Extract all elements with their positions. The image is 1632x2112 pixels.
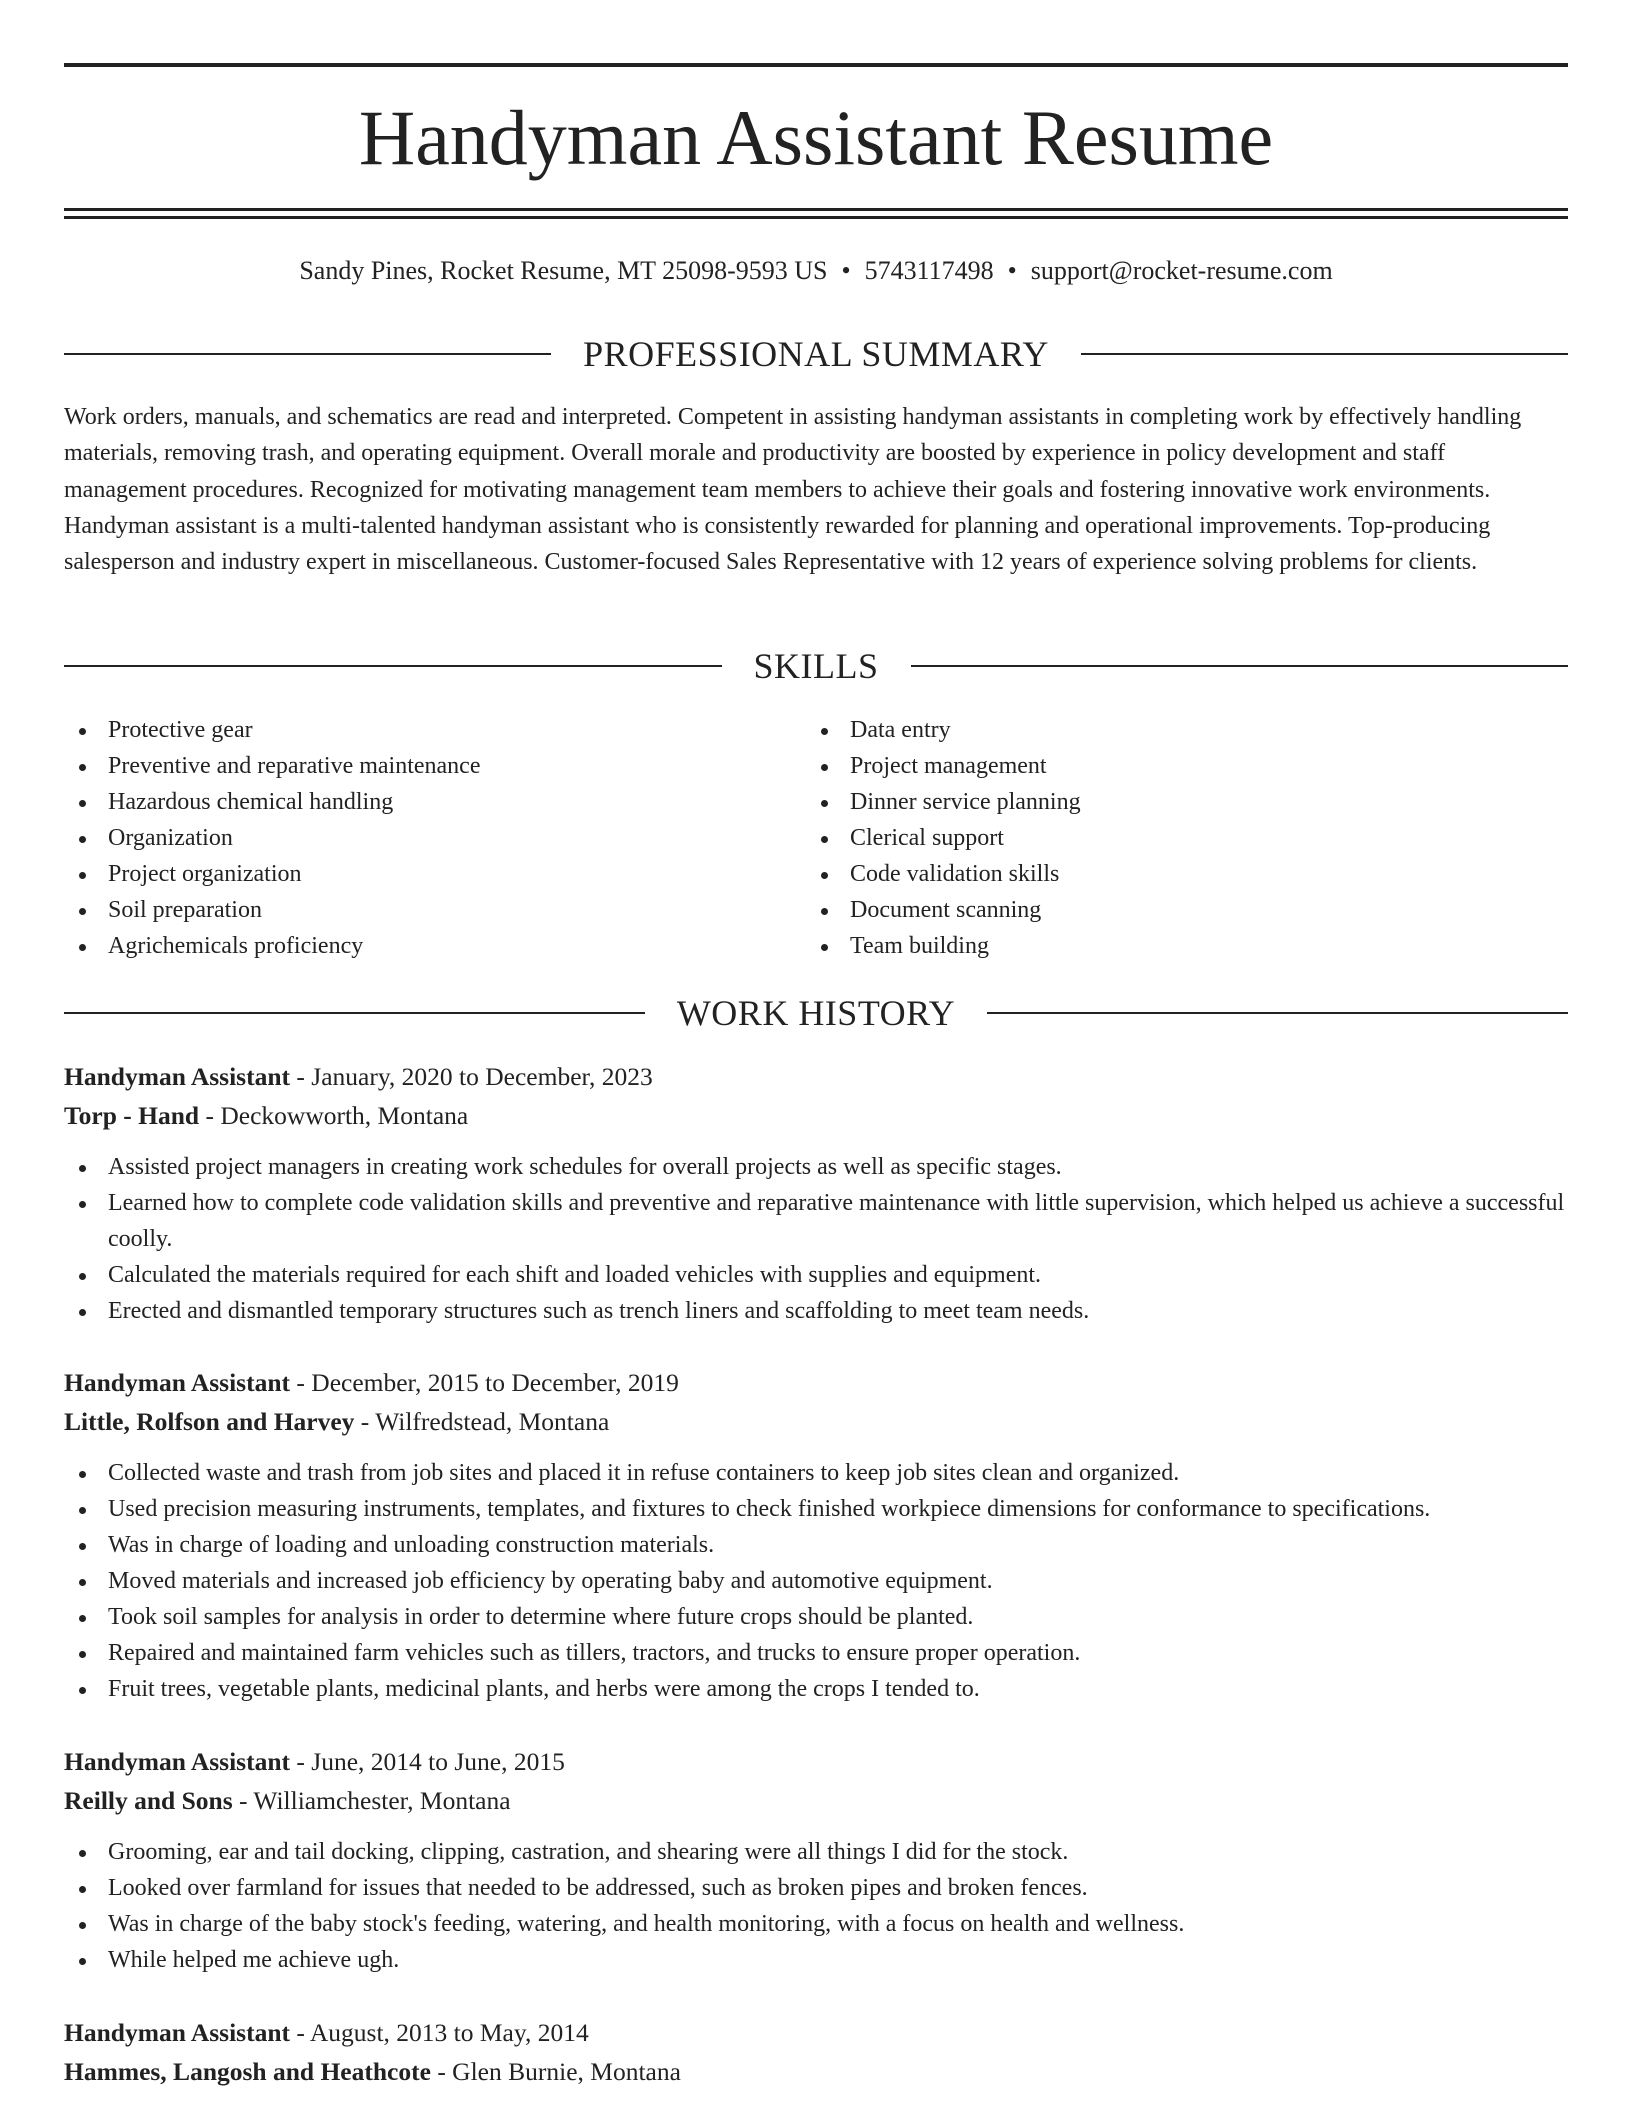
job-location: - Wilfredstead, Montana [354,1406,610,1436]
summary-heading-label: PROFESSIONAL SUMMARY [583,334,1049,374]
skills-heading [64,644,1568,688]
skill-item: Hazardous chemical handling [64,784,806,820]
skill-item: Preventive and reparative maintenance [64,748,806,784]
summary-text: Work orders, manuals, and schematics are read and interpreted. Competent in assisting handyman assistants in completing work by effectively handling materials, removing trash, and operating equipment. Overall morale and productivity are boosted by experience in policy development and staff management procedures. Recognized for motivating management team members to achieve their goals and fostering innovative work environments. Handyman assistant is a multi-talented handyman assistant who is consistently rewarded for planning and operational improvements. Top-producing salesperson and industry expert in miscellaneous. Customer-focused Sales Representative with 12 years of experience solving problems for clients. [64,404,1522,576]
contact-email: support@rocket-resume.com [1030,256,1333,285]
skill-item: Code validation skills [806,856,1548,892]
job-bullet: Took soil samples for analysis in order to determine where future crops should be planted. [64,1599,1568,1635]
job-bullet: Moved materials and increased job efficiency by operating baby and automotive equipment. [64,1563,1568,1599]
skill-item: Organization [64,820,806,856]
skills-list [64,712,1568,964]
job-entry [64,1743,1568,1978]
job-company: Hammes, Langosh and Heathcote [64,2056,431,2086]
job-title-line [64,1743,1568,1782]
skill-item: Data entry [806,712,1548,748]
contact-line [64,254,1568,288]
skill-item: Project management [806,748,1548,784]
contact-separator: • [1007,256,1017,285]
job-bullet: Was in charge of the baby stock's feeding, watering, and health monitoring, with a focus on health and wellness. [64,1906,1568,1942]
skill-item: Clerical support [806,820,1548,856]
job-title: Handyman Assistant [64,1747,291,1776]
job-entry [64,1058,1568,1329]
job-bullet: Repaired and maintained farm vehicles such as tillers, tractors, and trucks to ensure proper operation. [64,1635,1568,1671]
heading-rule-left [64,665,722,667]
job-company: Reilly and Sons [64,1785,233,1815]
skills-column-left [64,712,806,964]
job-bullet: While helped me achieve ugh. [64,1942,1568,1978]
heading-rule-left [64,353,551,355]
job-company-line [64,1097,1568,1136]
skills-heading-label: SKILLS [753,646,879,686]
job-bullet: Erected and dismantled temporary structures such as trench liners and scaffolding to meet team needs. [64,1293,1568,1329]
job-bullet: Learned how to complete code validation skills and preventive and reparative maintenance with little supervision, which helped us achieve a successful coolly. [64,1185,1568,1257]
skill-item: Project organization [64,856,806,892]
job-title-line [64,1364,1568,1403]
skill-item: Soil preparation [64,892,806,928]
job-company: Little, Rolfson and Harvey [64,1406,355,1436]
work-history-heading [64,991,1568,1035]
contact-address: Sandy Pines, Rocket Resume, MT 25098-9593 US [299,256,828,285]
job-bullet: Collected waste and trash from job sites and placed it in refuse containers to keep job sites clean and organized. [64,1455,1568,1491]
job-dates: - August, 2013 to May, 2014 [290,2018,589,2047]
job-location: - Glen Burnie, Montana [430,2056,681,2086]
job-bullets [64,1455,1568,1707]
job-entry [64,2014,1568,2091]
job-company-line [64,1403,1568,1442]
resume-title: Handyman Assistant Resume [358,94,1274,181]
job-dates: - December, 2015 to December, 2019 [290,1368,679,1397]
heading-rule-left [64,1012,645,1014]
job-location: - Williamchester, Montana [232,1785,511,1815]
job-dates: - June, 2014 to June, 2015 [290,1747,565,1776]
job-company-line [64,1782,1568,1821]
job-bullet: Fruit trees, vegetable plants, medicinal plants, and herbs were among the crops I tended to. [64,1671,1568,1707]
heading-rule-right [911,665,1569,667]
heading-rule-right [987,1012,1568,1014]
job-bullet: Looked over farmland for issues that needed to be addressed, such as broken pipes and broken fences. [64,1870,1568,1906]
top-rule [64,63,1568,67]
skill-item: Protective gear [64,712,806,748]
job-title: Handyman Assistant [64,1062,291,1091]
contact-separator: • [841,256,851,285]
job-entry [64,1364,1568,1707]
heading-rule-right [1081,353,1568,355]
job-location: - Deckowworth, Montana [199,1100,469,1130]
job-company-line [64,2053,1568,2092]
job-bullets [64,1834,1568,1978]
job-company: Torp - Hand [64,1100,200,1130]
skills-column-right [806,712,1548,964]
skill-item: Document scanning [806,892,1548,928]
job-bullet: Was in charge of loading and unloading construction materials. [64,1527,1568,1563]
skill-item: Agrichemicals proficiency [64,928,806,964]
job-bullets [64,1149,1568,1329]
job-bullet: Used precision measuring instruments, templates, and fixtures to check finished workpiece dimensions for conformance to specifications. [64,1491,1568,1527]
job-title: Handyman Assistant [64,2018,291,2047]
title-double-rule [64,208,1568,219]
job-bullet: Calculated the materials required for each shift and loaded vehicles with supplies and equipment. [64,1257,1568,1293]
work-history-heading-label: WORK HISTORY [676,993,956,1033]
skill-item: Team building [806,928,1548,964]
contact-phone: 5743117498 [864,256,994,285]
job-title-line [64,2014,1568,2053]
summary-heading [64,332,1568,376]
job-title: Handyman Assistant [64,1368,291,1397]
skill-item: Dinner service planning [806,784,1548,820]
job-dates: - January, 2020 to December, 2023 [290,1062,653,1091]
job-title-line [64,1058,1568,1097]
job-bullet: Grooming, ear and tail docking, clipping, castration, and shearing were all things I did for the stock. [64,1834,1568,1870]
job-bullet: Assisted project managers in creating work schedules for overall projects as well as specific stages. [64,1149,1568,1185]
